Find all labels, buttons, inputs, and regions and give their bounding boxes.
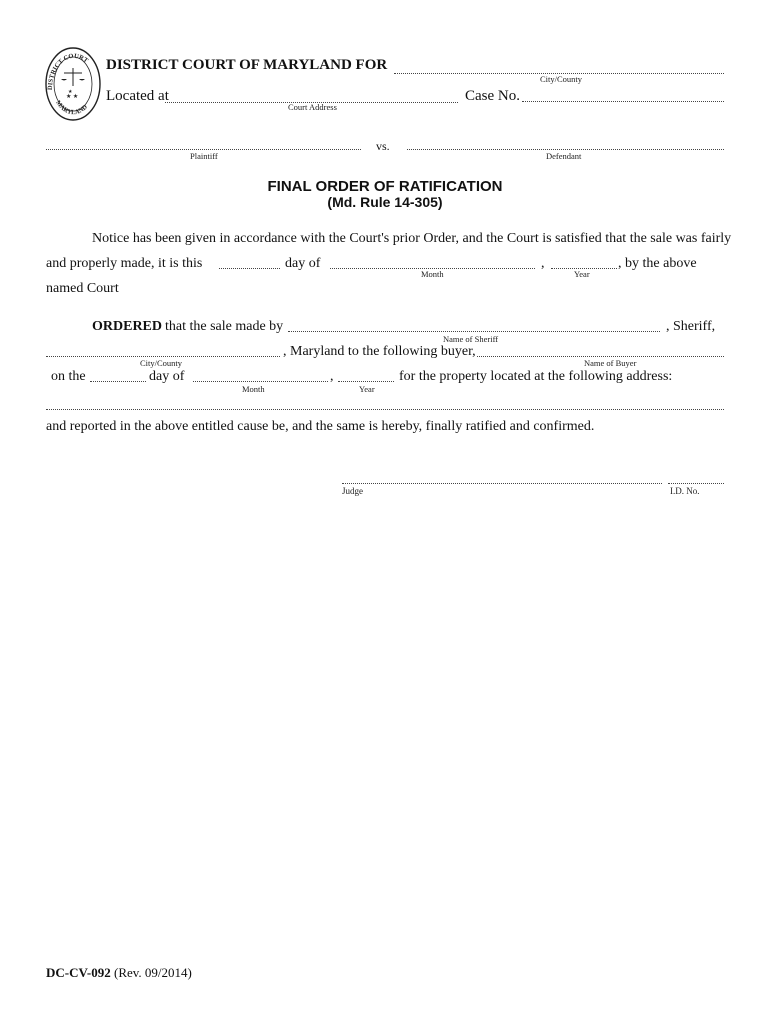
sale-month-field[interactable] xyxy=(193,381,328,382)
buyer-name-field[interactable] xyxy=(477,356,724,357)
plaintiff-field[interactable] xyxy=(46,149,361,150)
property-address-field[interactable] xyxy=(46,409,724,410)
id-no-field[interactable] xyxy=(668,483,724,484)
svg-text:★ ★: ★ ★ xyxy=(66,94,79,100)
id-caption: I.D. No. xyxy=(670,486,700,496)
ordered-label: ORDERED xyxy=(92,319,163,334)
day-field[interactable] xyxy=(219,268,280,269)
sale-year-field[interactable] xyxy=(338,381,394,382)
on-the-label: on the xyxy=(51,369,86,384)
vs-label: vs. xyxy=(376,139,390,153)
svg-text:DISTRICT COURT: DISTRICT COURT xyxy=(46,52,90,91)
sheriff-suffix: , Sheriff, xyxy=(666,319,716,334)
property-text: for the property located at the following address: xyxy=(399,369,673,384)
sheriff-caption: Name of Sheriff xyxy=(443,334,499,344)
notice-line-3: named Court xyxy=(46,281,119,296)
month-caption: Month xyxy=(421,269,444,279)
notice-line-1: Notice has been given in accordance with the Court's prior Order, and the Court is satisfied that the sale was fairly xyxy=(92,231,732,246)
svg-text:MARYLAND: MARYLAND xyxy=(54,99,89,117)
notice-line-2a: and properly made, it is this xyxy=(46,256,203,271)
sale-comma: , xyxy=(330,369,334,384)
notice-comma: , xyxy=(541,256,545,271)
sheriff-name-field[interactable] xyxy=(288,331,660,332)
form-revision: (Rev. 09/2014) xyxy=(114,965,192,980)
buyer-caption: Name of Buyer xyxy=(584,358,637,368)
judge-caption: Judge xyxy=(342,486,363,496)
sale-day-field[interactable] xyxy=(90,381,146,382)
sale-year-caption: Year xyxy=(359,384,375,394)
year-caption: Year xyxy=(574,269,590,279)
ordered-rest: that the sale made by xyxy=(165,319,284,334)
form-code: DC-CV-092 xyxy=(46,965,111,980)
final-line: and reported in the above entitled cause be, and the same is hereby, finally ratified and confirmed. xyxy=(46,419,595,434)
court-address-caption: Court Address xyxy=(288,102,337,112)
city-county-caption: City/County xyxy=(540,74,583,84)
case-no-field[interactable] xyxy=(522,101,724,102)
sale-city-county-field[interactable] xyxy=(46,356,280,357)
form-number xyxy=(46,965,192,981)
defendant-caption: Defendant xyxy=(546,151,582,161)
court-label: DISTRICT COURT OF MARYLAND FOR xyxy=(106,57,388,73)
day-of-label: day of xyxy=(149,369,185,384)
svg-text:★: ★ xyxy=(68,90,73,95)
court-seal xyxy=(44,46,102,122)
located-label: Located at xyxy=(106,88,169,104)
notice-line-2b: day of xyxy=(285,256,321,271)
sale-month-caption: Month xyxy=(242,384,265,394)
form-title: FINAL ORDER OF RATIFICATION xyxy=(267,178,503,195)
notice-line-2c: , by the above xyxy=(618,256,697,271)
plaintiff-caption: Plaintiff xyxy=(190,151,218,161)
sale-city-county-caption: City/County xyxy=(140,358,183,368)
defendant-field[interactable] xyxy=(407,149,724,150)
judge-signature-field[interactable] xyxy=(342,483,662,484)
form-subtitle: (Md. Rule 14-305) xyxy=(327,194,443,210)
maryland-buyer-text: , Maryland to the following buyer, xyxy=(283,344,476,359)
case-no-label: Case No. xyxy=(465,88,520,104)
